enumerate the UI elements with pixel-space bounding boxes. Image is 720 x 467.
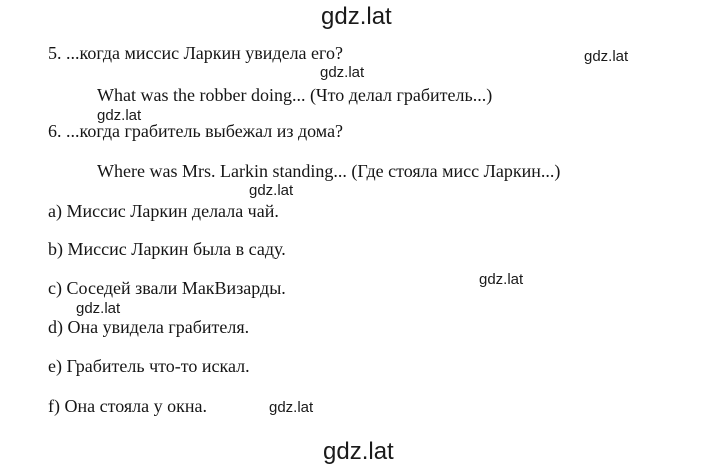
answer-c: c) Соседей звали МакВизарды.	[48, 278, 286, 298]
watermark: gdz.lat	[479, 271, 524, 288]
question-6-english: Where was Mrs. Larkin standing... (Где стояла мисс Ларкин...)	[97, 161, 561, 181]
watermark: gdz.lat	[76, 300, 121, 317]
watermark-bottom: gdz.lat	[323, 438, 394, 465]
answer-e: e) Грабитель что-то искал.	[48, 356, 250, 376]
question-5-russian: 5. ...когда миссис Ларкин увидела его?	[48, 43, 343, 63]
watermark: gdz.lat	[249, 182, 294, 199]
watermark: gdz.lat	[269, 399, 314, 416]
answer-a: a) Миссис Ларкин делала чай.	[48, 201, 279, 221]
question-5-english: What was the robber doing... (Что делал грабитель...)	[97, 85, 493, 105]
watermark: gdz.lat	[584, 48, 629, 65]
answer-f: f) Она стояла у окна.	[48, 396, 208, 416]
watermark: gdz.lat	[320, 64, 365, 81]
question-6-russian: 6. ...когда грабитель выбежал из дома?	[48, 121, 344, 141]
answer-b: b) Миссис Ларкин была в саду.	[48, 239, 286, 259]
answer-d: d) Она увидела грабителя.	[48, 317, 250, 337]
watermark: gdz.lat	[97, 107, 142, 124]
watermark-top: gdz.lat	[321, 3, 392, 30]
